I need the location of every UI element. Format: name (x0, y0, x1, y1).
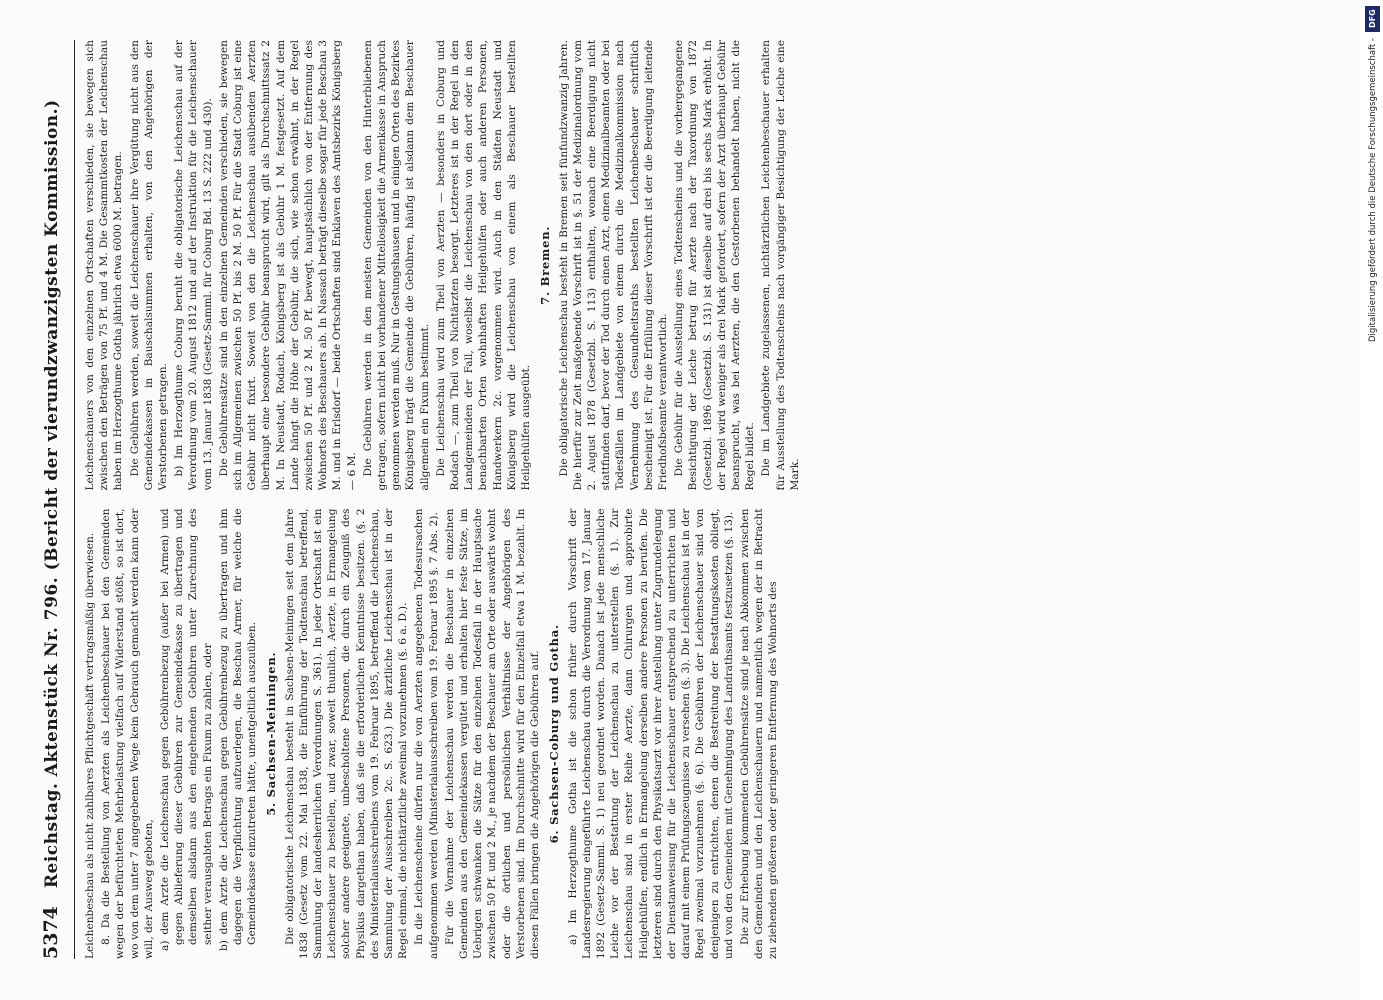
paragraph: Die obligatorische Leichenschau besteht in Bremen seit fünfundzwanzig Jahren. Die hierfür zur Zeit maßgebende Vorschrift ist in §. 51 der Medizinalordnung vom 2. August 1878 (Gesetzbl. S. 113) enthalten, wonach eine Beerdigung nicht stattfinden darf, bevor der Tod durch einen Arzt, einen Medizinalbeamten oder bei Todesfällen im Landgebiete von einem durch die Medizinalkommission nach Vernehmung des Gesundheitsraths bestellten Leichenbeschauer schriftlich bescheinigt ist. Für die Erfüllung dieser Vorschrift ist der die Beerdigung leitende Friedhofsbeamte verantwortlich. (557, 40, 669, 491)
paragraph: Leichenbeschau als nicht zahlbares Pflichtgeschäft vertragsmäßig überwiesen. (84, 532, 96, 959)
digitization-credit: Digitalisierung gefördert durch die Deutsche Forschungsgemeinschaft - (1368, 38, 1378, 342)
paragraph: Leichenschauers von den einzelnen Ortschaften verschieden, sie bewegen sich zwischen den Beträgen von 75 Pf. und 4 M. Die Gesammtkosten der Leichenschau haben im Herzogthume Gotha jährlich etwa 6000 M. betragen. (84, 40, 125, 491)
section-heading: 6. Sachsen-Coburg und Gotha. (547, 624, 562, 844)
credit-strip (1361, 0, 1383, 1000)
paragraph: a) dem Arzte die Leichenschau gegen Gebührenbezug (außer bei Armen) und gegen Ablieferung dieser Gebühren zur Gemeindekasse zu übertragen und demselben alsdann aus den eingehenden Gebühren unter Zurechnung des seither verausgabten Betrags ein Fixum zu zahlen, oder (159, 508, 214, 951)
paragraph: b) dem Arzte die Leichenschau gegen Gebührenbezug zu übertragen und ihm dagegen die Verpflichtung aufzuerlegen, die Beschau Armer, für welche die Gemeindekasse einzutreten hätte, unentgeltlich auszuüben. (217, 508, 259, 951)
paragraph: Die Gebührensätze sind in den einzelnen Gemeinden verschieden, sie bewegen sich im Allgemeinen zwischen 50 Pf. bis 2 M. 50 Pf. Für die Stadt Coburg ist eine Gebühr nicht fixirt. Soweit von den die Leichenschau ausübenden Aerzten überhaupt eine besondere Gebühr beansprucht wird, gilt als Durchschnittssatz 2 M. In Neustadt, Rodach, Königsberg ist als Gebühr 1 M. festgesetzt. Auf dem Lande hängt die Höhe der Gebühr, die sich, wie schon erwähnt, in der Regel zwischen 50 Pf. und 2 M. 50 Pf. bewegt, hauptsächlich von der Entfernung des Wohnorts des Beschauers ab. In Nassach beträgt dieselbe sogar für jede Beschau 3 M. und in Erlsdorf — beide Ortschaften sind Enklaven des Amtsbezirks Königsberg — 6 M. (217, 40, 358, 491)
paragraph: Die obligatorische Leichenschau besteht in Sachsen-Meiningen seit dem Jahre 1838 (Gesetz vom 22. Mai 1838, die Einführung der Todtenschau betreffend, Sammlung der landesherrlichen Verordnungen S. 361). In jeder Ortschaft ist ein Leichenschauer zu bestellen, und zwar, soweit thunlich, Aerzte, in Ermangelung solcher andere geeignete, unbescholtene Personen, die durch ein Zeugniß des Physikus dargethan haben, daß sie die erforderlichen Kenntnisse besitzen. (§. 2 des Ministerialausschreibens vom 19. Februar 1895, betreffend die Leichenschau, Sammlung der Ausschreiben 2c. S. 623.) Die ärztliche Leichenschau ist in der Regel einmal, die nichtärztliche zweimal vorzunehmen (§. 6 a. D.). (283, 508, 410, 959)
text-column-left (83, 509, 1303, 960)
page-header (40, 40, 75, 959)
paragraph: a) Im Herzogthume Gotha ist die schon früher durch Vorschrift der Landesregierung eingeführte Leichenschau durch die Verordnung vom 17. Januar 1892 (Gesetz-Samml. S. 1) neu geordnet worden. Danach ist jede menschliche Leiche vor der Bestattung der Leichenschau zu unterstellen (§. 1). Zur Leichenschau sind in erster Reihe Aerzte, dann Chirurgen und approbirte Heilgehülfen, endlich in Ermangelung derselben andere Personen zu berufen. Die letzteren sind durch den Physikatsarzt vor ihrer Anstellung unter Zugrundelegung der Dienstanweisung für die Leichenschauer entsprechend zu unterrichten und darauf mit einem Prüfungszeugnisse zu versehen (§. 3). Die Leichenschau ist in der Regel zweimal vorzunehmen (§. 6). Die Gebühren der Leichenschauer sind von denjenigen zu entrichten, denen die Bestreitung der Bestattungskosten obliegt, und von den Gemeinden mit Genehmigung des Landrathsamts festzusetzen (§. 13). (566, 508, 735, 959)
paragraph: 8. Da die Bestellung von Aerzten als Leichenbeschauer bei den Gemeinden wegen der befürchteten Mehrbelastung vielfach auf Widerstand stößt, so ist dort, wo von dem unter 7 angegebenen Wege kein Gebrauch gemacht werden kann oder will, der Ausweg geboten, (100, 508, 155, 959)
paragraph: Die zur Erhebung kommenden Gebührensätze sind je nach Abkommen zwischen den Gemeinden und den Leichenschauern und namentlich wegen der in Betracht zu ziehenden größeren oder geringeren Entfernung des Wohnorts des (738, 508, 780, 959)
rotated-document-page (40, 32, 1310, 967)
text-columns (83, 40, 1303, 959)
paragraph: Die Gebühren werden, soweit die Leichenschauer ihre Vergütung nicht aus den Gemeindekassen in Bauschalsummen erhalten, von den Angehörigen der Verstorbenen getragen. (128, 40, 170, 491)
dfg-logo: DFG (1365, 6, 1380, 32)
paragraph: Die Gebühren werden in den meisten Gemeinden von den Hinterbliebenen getragen, sofern nicht bei vorhandener Mittellosigkeit die Armenkasse in Anspruch genommen werden muß. Nur in Gestungshausen und in einigen Orten des Bezirkes Königsberg trägt die Gemeinde die Gebühren, häufig ist alsdann dem Beschauer allgemein ein Fixum bestimmt. (361, 40, 431, 491)
paragraph: Die Leichenschau wird zum Theil von Aerzten — besonders in Coburg und Rodach —, zum Theil von Nichtärzten besorgt. Letzteres ist in der Regel in den Landgemeinden der Fall, woselbst die Leichenschau von den dort oder in den benachbarten Orten wohnhaften Heilgehülfen oder auch anderen Personen, Handwerkern 2c. vorgenommen wird. Auch in den Städten Neustadt und Königsberg wird die Leichenschau von einem als Beschauer bestellten Heilgehülfen ausgeübt. (434, 40, 533, 491)
running-head: Reichstag. Aktenstück Nr. 796. (Bericht der vierundzwanzigsten Kommission.) (42, 99, 62, 889)
section-heading: 5. Sachsen-Meiningen. (264, 651, 279, 816)
paragraph: In die Leichenscheine dürfen nur die von Aerzten angegebenen Todesursachen aufgenommen werden (Ministerialausschreiben vom 19. Februar 1895 §. 7 Abs. 2). (413, 508, 440, 959)
paragraph: Die im Landgebiete zugelassenen, nichtärztlichen Leichenbeschauer erhalten für Ausstellung des Todtenscheins nach vorgängiger Besichtigung der Leiche eine Mark. (760, 40, 801, 491)
paragraph: Für die Vornahme der Leichenschau werden die Beschauer in einzelnen Gemeinden aus den Gemeindekassen vergütet und erhalten hier feste Sätze, im Uebrigen schwanken die Sätze für den einzelnen Todesfall in der Hauptsache zwischen 50 Pf. und 2 M., je nachdem der Beschauer am Orte oder auswärts wohnt oder die örtlichen und persönlichen Verhältnisse der Angehörigen des Verstorbenen sind. Im Durchschnitte wird für den Einzelfall etwa 1 M. bezahlt. In diesen Fällen bringen die Angehörigen die Gebühren auf. (443, 508, 542, 959)
section-heading: 7. Bremen. (538, 225, 553, 305)
text-column-right (83, 40, 1303, 491)
page-number: 5374 (40, 906, 62, 959)
paragraph: Die Gebühr für die Ausstellung eines Todtenscheins und die vorhergegangene Besichtigung der Leiche betrug für Aerzte nach der Taxordnung von 1872 (Gesetzbl. 1896 (Gesetzbl. S. 131) ist dieselbe auf drei bis sechs Mark erhöht. In der Regel wird weniger als drei Mark gefordert, sofern der Arzt überhaupt Gebühr beansprucht, was bei Aerzten, die den Gestorbenen behandelt haben, nicht die Regel bildet. (673, 40, 757, 491)
paragraph: b) Im Herzogthume Coburg beruht die obligatorische Leichenschau auf der Verordnung vom 20. August 1812 und auf der Instruktion für die Leichenschauer vom 13. Januar 1838 (Gesetz-Samml. für Coburg Bd. 13 S. 222 und 430). (173, 40, 214, 491)
